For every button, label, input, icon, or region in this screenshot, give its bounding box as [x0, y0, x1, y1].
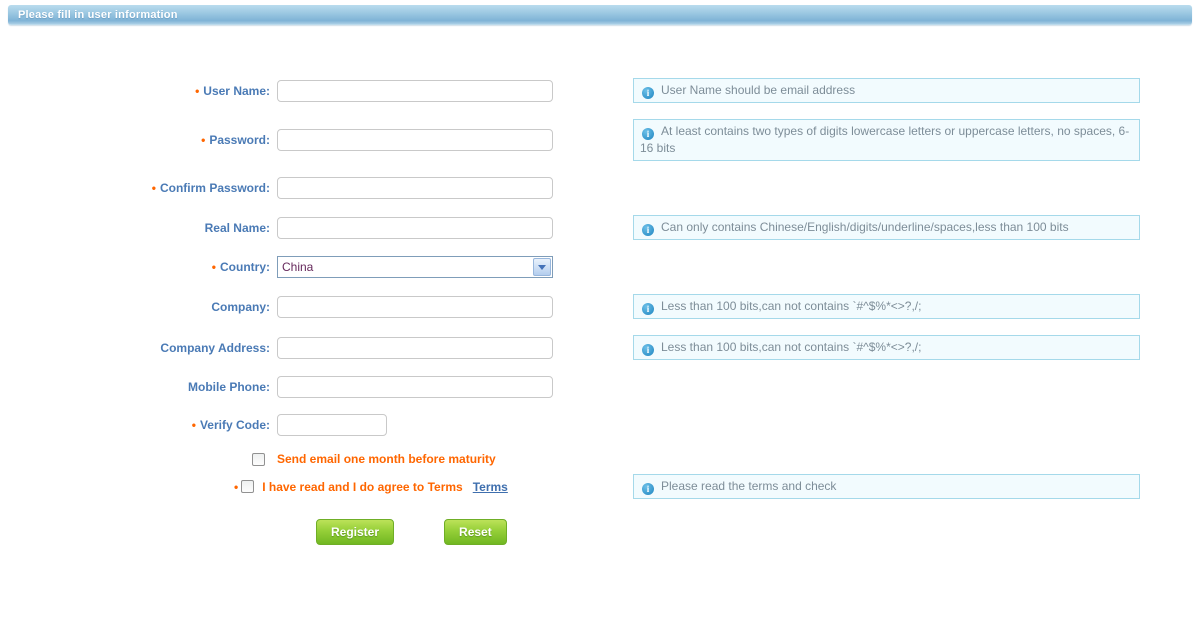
- row-left: [0, 80, 593, 102]
- agree-terms-checkbox-row: [0, 474, 1200, 499]
- company-address-label: [0, 341, 270, 355]
- user-name-hint: [633, 78, 1140, 103]
- required-mark: •: [195, 83, 200, 98]
- mobile-phone-input[interactable]: [277, 376, 553, 398]
- terms-link[interactable]: Terms: [472, 479, 508, 494]
- row-left: [0, 376, 593, 398]
- send-email-checkbox-row: [0, 452, 1200, 466]
- user-name-label: [0, 84, 270, 98]
- hint-text: User Name should be email address: [661, 83, 856, 97]
- real-name-input[interactable]: [277, 217, 553, 239]
- company-address-field-cell: [277, 337, 553, 359]
- agree-terms-checkbox-label: I have read and I do agree to Terms: [262, 479, 463, 494]
- confirm-password-row: [0, 177, 1200, 199]
- row-left: [0, 177, 593, 199]
- hint-text: Can only contains Chinese/English/digits/underline/spaces,less than 100 bits: [661, 220, 1069, 234]
- cb-left: [0, 452, 593, 466]
- info-icon: i: [642, 87, 654, 99]
- required-mark: •: [211, 260, 216, 274]
- mobile-phone-label-text: Mobile Phone:: [188, 380, 270, 394]
- required-mark: •: [151, 181, 156, 195]
- registration-form: [0, 25, 1200, 545]
- real-name-hint: [633, 215, 1140, 240]
- row-left: [0, 414, 593, 436]
- user-name-field-cell: [277, 80, 553, 102]
- company-address-label-text: Company Address:: [160, 340, 270, 355]
- verify-code-label-text: Verify Code:: [199, 418, 270, 432]
- country-select[interactable]: [277, 256, 553, 278]
- confirm-password-label: [0, 181, 270, 195]
- terms-hint: [633, 474, 1140, 499]
- hint-text: Less than 100 bits,can not contains `#^$%*<>?,/;: [661, 340, 922, 354]
- hint-text: Less than 100 bits,can not contains `#^$%*<>?,/;: [661, 299, 922, 313]
- company-label-text: Company:: [211, 299, 270, 314]
- hint-text: At least contains two types of digits lowercase letters or uppercase letters, no spaces, 6-16 bits: [640, 124, 1130, 155]
- verify-code-field-cell: [277, 414, 387, 436]
- country-field-cell: [277, 256, 553, 278]
- company-label: [0, 300, 270, 314]
- country-label-text: Country:: [220, 260, 270, 274]
- password-field-cell: [277, 129, 553, 151]
- user-name-input[interactable]: [277, 80, 553, 102]
- company-hint: [633, 294, 1140, 319]
- password-hint: [633, 119, 1140, 161]
- send-email-checkbox[interactable]: [252, 453, 265, 466]
- company-address-input[interactable]: [277, 337, 553, 359]
- info-icon: i: [642, 344, 654, 356]
- company-address-hint: [633, 335, 1140, 360]
- verify-code-input[interactable]: [277, 414, 387, 436]
- row-left: [0, 337, 593, 359]
- password-label: [0, 133, 270, 147]
- real-name-label-text: Real Name:: [204, 220, 270, 235]
- password-label-text: Password:: [209, 133, 270, 147]
- reset-button[interactable]: Reset: [444, 519, 507, 545]
- confirm-password-field-cell: [277, 177, 553, 199]
- real-name-field-cell: [277, 217, 553, 239]
- chevron-down-icon[interactable]: [533, 258, 551, 276]
- info-icon: i: [642, 128, 654, 140]
- header-bar: [8, 5, 1192, 25]
- password-input[interactable]: [277, 129, 553, 151]
- password-row: [0, 119, 1200, 161]
- verify-code-label: [0, 418, 270, 432]
- company-input[interactable]: [277, 296, 553, 318]
- row-left: [0, 217, 593, 239]
- required-mark: •: [234, 479, 239, 494]
- row-left: [0, 296, 593, 318]
- confirm-password-input[interactable]: [277, 177, 553, 199]
- send-email-checkbox-label: Send email one month before maturity: [277, 452, 496, 466]
- country-row: [0, 256, 1200, 278]
- user-name-row: [0, 78, 1200, 103]
- required-mark: •: [201, 133, 206, 147]
- verify-code-row: [0, 414, 1200, 436]
- cb-left: [0, 480, 593, 494]
- hint-text: Please read the terms and check: [661, 479, 837, 493]
- required-mark: •: [191, 418, 196, 432]
- info-icon: i: [642, 224, 654, 236]
- country-label: [0, 260, 270, 274]
- company-address-row: [0, 335, 1200, 360]
- row-left: [0, 129, 593, 151]
- company-row: [0, 294, 1200, 319]
- mobile-phone-field-cell: [277, 376, 553, 398]
- info-icon: i: [642, 483, 654, 495]
- button-row: [316, 519, 1200, 545]
- company-field-cell: [277, 296, 553, 318]
- real-name-label: [0, 221, 270, 235]
- country-select-value: China: [282, 260, 314, 274]
- register-button[interactable]: Register: [316, 519, 394, 545]
- info-icon: i: [642, 303, 654, 315]
- user-name-label-text: User Name:: [203, 83, 270, 98]
- row-left: [0, 256, 593, 278]
- real-name-row: [0, 215, 1200, 240]
- page-title: Please fill in user information: [18, 9, 178, 21]
- mobile-phone-row: [0, 376, 1200, 398]
- chevron-down-triangle: [538, 265, 546, 270]
- mobile-phone-label: [0, 380, 270, 394]
- agree-terms-checkbox[interactable]: [241, 480, 254, 493]
- confirm-password-label-text: Confirm Password:: [159, 181, 270, 195]
